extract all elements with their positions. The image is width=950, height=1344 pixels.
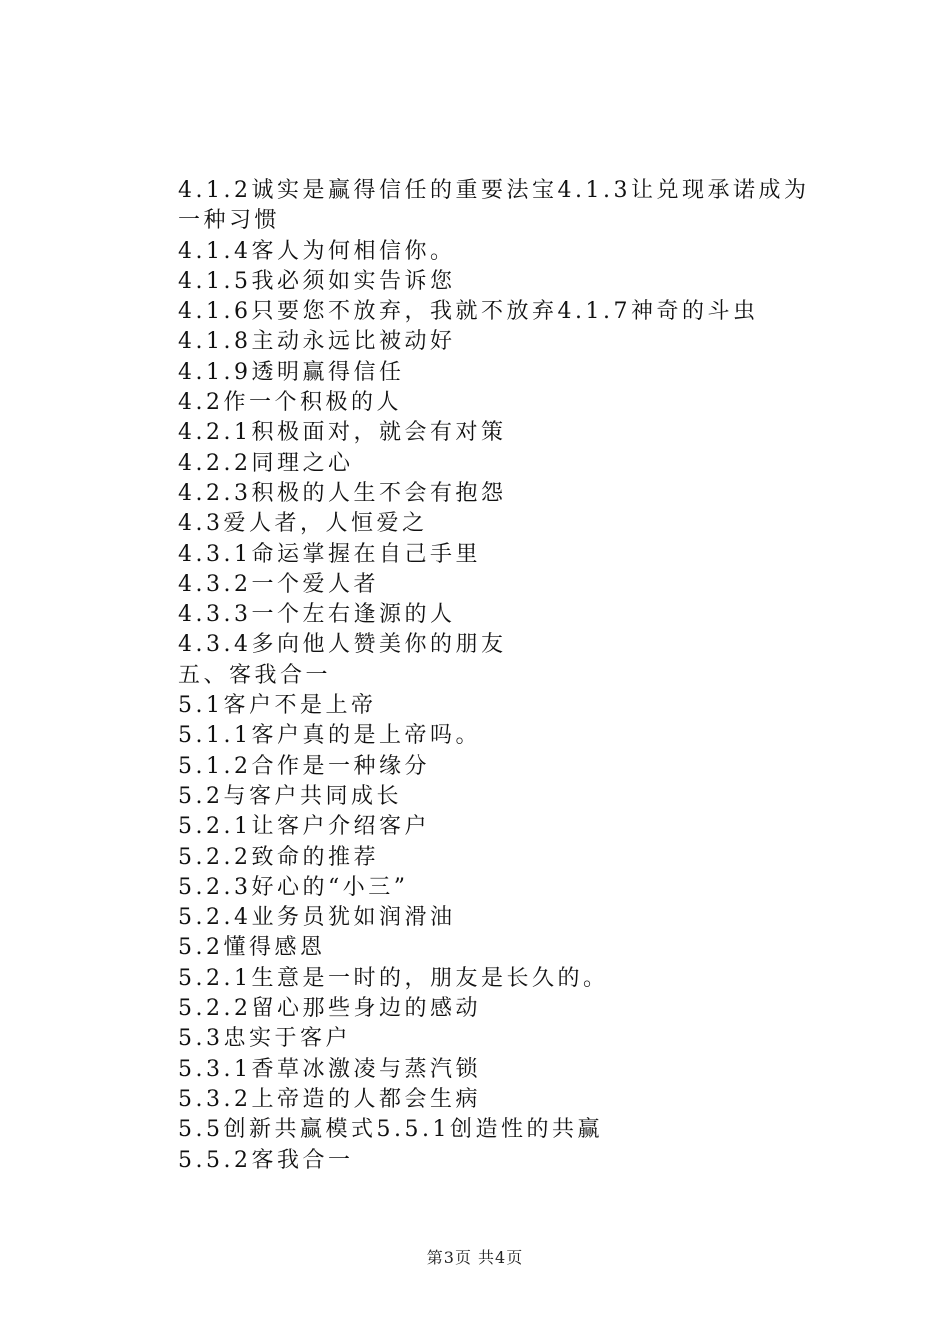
text-line: 5.3.2上帝造的人都会生病	[178, 1086, 481, 1112]
text-line: 4.1.8主动永远比被动好	[178, 329, 456, 355]
text-line: 4.2.3积极的人生不会有抱怨	[178, 480, 507, 506]
chapter-heading: 五、客我合一	[178, 662, 332, 688]
text-line: 4.1.4客人为何相信你。	[178, 238, 456, 264]
text-line: 4.3.1命运掌握在自己手里	[178, 541, 481, 567]
text-line: 5.1.1客户真的是上帝吗。	[178, 723, 481, 749]
section-heading: 4.2作一个积极的人	[178, 390, 402, 416]
text-line: 5.3.1香草冰激凌与蒸汽锁	[178, 1056, 481, 1082]
text-line: 5.1.2合作是一种缘分	[178, 753, 430, 779]
section-heading: 5.2懂得感恩	[178, 935, 326, 961]
text-line: 5.2.2致命的推荐	[178, 844, 379, 870]
text-line: 5.5.2客我合一	[178, 1147, 354, 1173]
text-line: 4.3.4多向他人赞美你的朋友	[178, 632, 507, 658]
text-line: 4.3.2一个爱人者	[178, 571, 379, 597]
text-line: 4.3.3一个左右逢源的人	[178, 602, 456, 628]
text-line: 5.2.1让客户介绍客户	[178, 814, 430, 840]
text-line: 4.2.1积极面对，就会有对策	[178, 420, 507, 446]
document-body	[130, 176, 820, 1176]
text-line: 4.1.9透明赢得信任	[178, 359, 405, 385]
text-line: 4.1.5我必须如实告诉您	[178, 268, 456, 294]
text-line: 5.2.3好心的“小三”	[178, 874, 409, 900]
section-heading: 5.1客户不是上帝	[178, 693, 377, 719]
section-heading: 4.3爱人者，人恒爱之	[178, 511, 428, 537]
text-line: 4.1.6只要您不放弃，我就不放弃4.1.7神奇的斗虫	[178, 299, 759, 325]
text-line: 5.2.1生意是一时的，朋友是长久的。	[178, 965, 609, 991]
text-line: 4.2.2同理之心	[178, 450, 354, 476]
page-footer: 第3页 共4页	[426, 1248, 524, 1267]
text-line: 4.1.2诚实是赢得信任的重要法宝4.1.3让兑现承诺成为一种习惯	[178, 178, 810, 234]
text-line: 5.2.2留心那些身边的感动	[178, 996, 481, 1022]
section-heading: 5.2与客户共同成长	[178, 783, 402, 809]
section-heading: 5.5创新共赢模式5.5.1创造性的共赢	[178, 1117, 603, 1143]
section-heading: 5.3忠实于客户	[178, 1026, 351, 1052]
text-line: 5.2.4业务员犹如润滑油	[178, 905, 456, 931]
